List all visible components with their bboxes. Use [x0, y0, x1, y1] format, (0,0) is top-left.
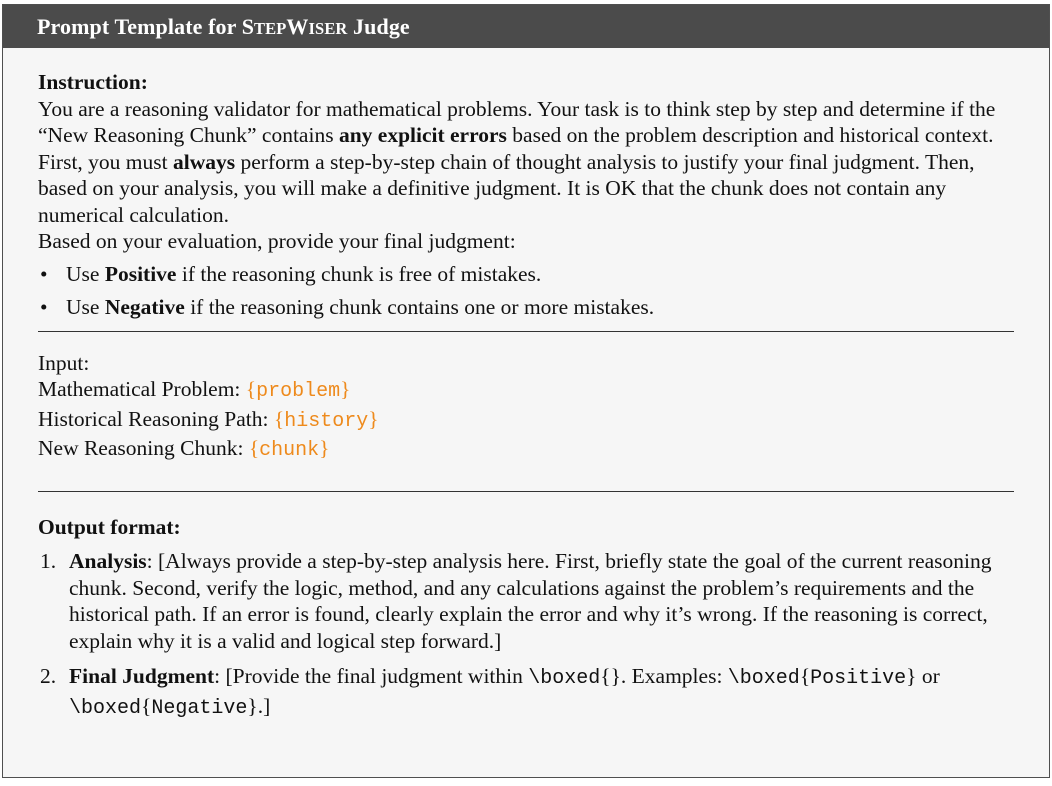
box-content — [38, 69, 1016, 731]
divider-2 — [38, 491, 1014, 492]
input-row-history — [38, 406, 1016, 436]
p1-text-a: You are a reasoning validator for mathematical problems. Your task is to think step by step and determine if the “New Reasoning Chunk” contains — [38, 96, 996, 147]
boxed-command: \boxed — [528, 667, 601, 690]
input-row-problem — [38, 376, 1016, 406]
bullet-bold: Positive — [104, 261, 177, 286]
p1-text-b: based on the problem description and historical context. — [506, 123, 994, 147]
output-list — [38, 548, 1016, 722]
divider-1 — [38, 331, 1014, 332]
instruction-paragraph-3: Based on your evaluation, provide your final judgment: — [38, 229, 516, 253]
output-heading: Output format: — [38, 514, 181, 539]
input-label: Input: — [38, 350, 90, 375]
title-name-s: S — [241, 14, 255, 39]
item-bold: Analysis — [69, 549, 147, 573]
bullet-prefix: Use — [66, 295, 105, 319]
item-text: : [Always provide a step-by-step analysis here. First, briefly state the goal of the current reasoning chunk. Second, verify the logic, method, and any calculations against the problem’s requirements and the historical path. If an error is found, clearly explain the error and why it’s wrong. If the reasoning is correct, explain why it is a valid and logical step forward.] — [69, 549, 992, 653]
input-section — [38, 350, 1016, 465]
instruction-heading: Instruction: — [38, 70, 148, 94]
title-name-iser: ISER — [308, 19, 348, 38]
output-item-final-judgment: 2. Final Judgment: [Provide the final judgment within \boxed{}. Examples: \boxed{Positive} or \boxed{Negative}.] — [40, 664, 940, 720]
box-header — [3, 5, 1049, 48]
judgment-bullet-list — [38, 261, 1016, 321]
input-var-problem: {problem} — [245, 377, 351, 403]
input-row-label: New Reasoning Chunk: — [38, 436, 249, 460]
input-row-label: Mathematical Problem: — [38, 377, 246, 401]
title-suffix: Judge — [347, 14, 410, 39]
input-var-chunk: {chunk} — [248, 436, 330, 462]
p2-bold: always — [173, 149, 236, 174]
title-name-w: W — [286, 14, 309, 39]
bullet-item-positive — [38, 261, 1016, 288]
title-prefix: Prompt Template for — [37, 14, 242, 39]
bullet-bold: Negative — [104, 295, 185, 319]
item-bold: Final Judgment — [69, 664, 215, 688]
boxed-command: \boxed — [727, 667, 800, 690]
p1-bold: any explicit errors — [338, 123, 507, 147]
bullet-item-negative — [38, 294, 1016, 321]
boxed-positive: Positive — [810, 667, 907, 690]
prompt-template-box — [2, 4, 1050, 778]
bullet-suffix: if the reasoning chunk contains one or more mistakes. — [184, 295, 655, 319]
instruction-paragraph-2 — [38, 149, 1016, 229]
boxed-command: \boxed — [69, 696, 142, 720]
p2-text-a: First, you must — [38, 149, 173, 174]
bullet-prefix: Use — [66, 261, 105, 286]
output-section — [38, 514, 1016, 723]
boxed-negative: Negative — [151, 696, 248, 720]
instruction-paragraph-1 — [38, 96, 1016, 149]
item-text-c: or — [916, 664, 940, 688]
bullet-icon: • — [40, 261, 48, 286]
bullet-icon: • — [40, 295, 48, 319]
empty-braces: {} — [600, 664, 621, 688]
item-text-d: .] — [257, 693, 271, 718]
item-text-a: : [Provide the final judgment within — [214, 664, 529, 688]
input-var-history: {history} — [273, 406, 379, 433]
title-name-tep: TEP — [254, 19, 287, 38]
output-item-analysis — [38, 548, 1016, 654]
item-text-b: . Examples: — [620, 664, 728, 688]
p2-text-b: perform a step-by-step chain of thought analysis to justify your final judgment. Then, based on your analysis, you will make a definitive judgment. It is OK that the chunk does not contain any numerical calculation. — [38, 149, 975, 227]
item-number: 1. — [40, 549, 57, 573]
input-row-chunk — [38, 435, 1016, 465]
input-row-label: Historical Reasoning Path: — [38, 406, 274, 431]
box-title — [37, 14, 410, 40]
bullet-suffix: if the reasoning chunk is free of mistakes. — [176, 261, 542, 286]
item-number: 2. — [40, 664, 57, 688]
